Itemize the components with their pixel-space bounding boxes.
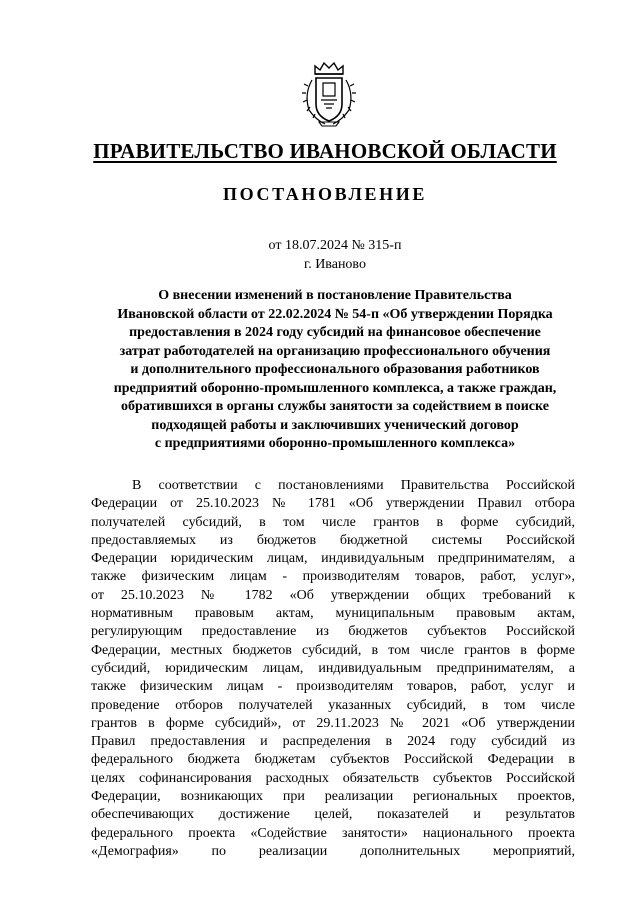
body-line: также физическим лицам - производителям товаров, работ, услуг», (91, 569, 575, 585)
body-line: проведение отборов получателей указанных субсидий, в том числе (91, 697, 575, 713)
document-title-line: затрат работодателей на организацию профессионального обучения (119, 343, 551, 359)
document-title-line: обратившихся в органы службы занятости за содействием в поиске (121, 399, 549, 414)
organization-title: ПРАВИТЕЛЬСТВО ИВАНОВСКОЙ ОБЛАСТИ (93, 139, 557, 163)
body-line: Федерации, местных бюджетов субсидий, в том числе грантов в форме (91, 642, 575, 658)
document-type: ПОСТАНОВЛЕНИЕ (223, 184, 427, 204)
document-title-line: подходящей работы и заключивших ученический договор (151, 417, 519, 433)
body-line: от 25.10.2023 № 1782 «Об утверждении общих требований к (91, 587, 575, 603)
document-title-line: О внесении изменений в постановление Правительства (158, 288, 512, 303)
body-line: субсидий, юридическим лицам, индивидуальным предпринимателям, а (91, 660, 575, 676)
body-line: Федерации, возникающих при реализации региональных проектов, (91, 789, 575, 805)
body-line: федерального проекта «Содействие занятости» национального проекта (91, 825, 575, 841)
document-city: г. Иваново (304, 257, 366, 272)
body-line: получателей субсидий, в том числе грантов в форме субсидий, (91, 514, 575, 530)
document-date-number: от 18.07.2024 № 315-п (268, 238, 402, 253)
body-line: Федерации от 25.10.2023 № 1781 «Об утверждении Правил отбора (91, 496, 575, 512)
body-line: Правил предоставления и распределения в 2024 году субсидий из (91, 734, 575, 750)
body-line: федерального бюджета бюджетам субъектов Российской Федерации в (91, 752, 575, 768)
document-title-line: с предприятиями оборонно-промышленного комплекса» (154, 436, 516, 451)
body-line: также физическим лицам - производителям товаров, работ, услуг и (91, 679, 575, 695)
body-line: обеспечивающих достижение целей, показателей и результатов (91, 807, 575, 823)
body-line: «Демография» по реализации дополнительных мероприятий, (91, 843, 575, 859)
body-line: Федерации юридическим лицам, индивидуальным предпринимателям, а (91, 551, 575, 567)
document-title (50, 287, 620, 454)
document-title-line: Ивановской области от 22.02.2024 № 54-п «Об утверждении Порядка (117, 306, 553, 322)
document-title-line: и дополнительного профессионального образования работников (130, 362, 540, 377)
coat-of-arms-icon (299, 60, 359, 128)
body-line: регулирующим предоставление из бюджетов субъектов Российской (91, 624, 575, 640)
body-line: целях софинансирования расходных обязательств субъектов Российской (91, 770, 575, 786)
body-line: грантов в форме субсидий», от 29.11.2023 № 2021 «Об утверждении (91, 715, 575, 731)
document-title-line: предоставления в 2024 году субсидий на финансовое обеспечение (129, 325, 541, 340)
body-paragraph (91, 477, 575, 861)
document-title-line: предприятий оборонно-промышленного комплекса, а также граждан, (113, 380, 557, 396)
body-line: В соответствии с постановлениями Правительства Российской (132, 478, 575, 493)
body-line: предоставляемых из бюджетов бюджетной системы Российской (91, 532, 575, 548)
body-line: нормативным правовым актам, муниципальным правовым актам, (91, 606, 575, 622)
